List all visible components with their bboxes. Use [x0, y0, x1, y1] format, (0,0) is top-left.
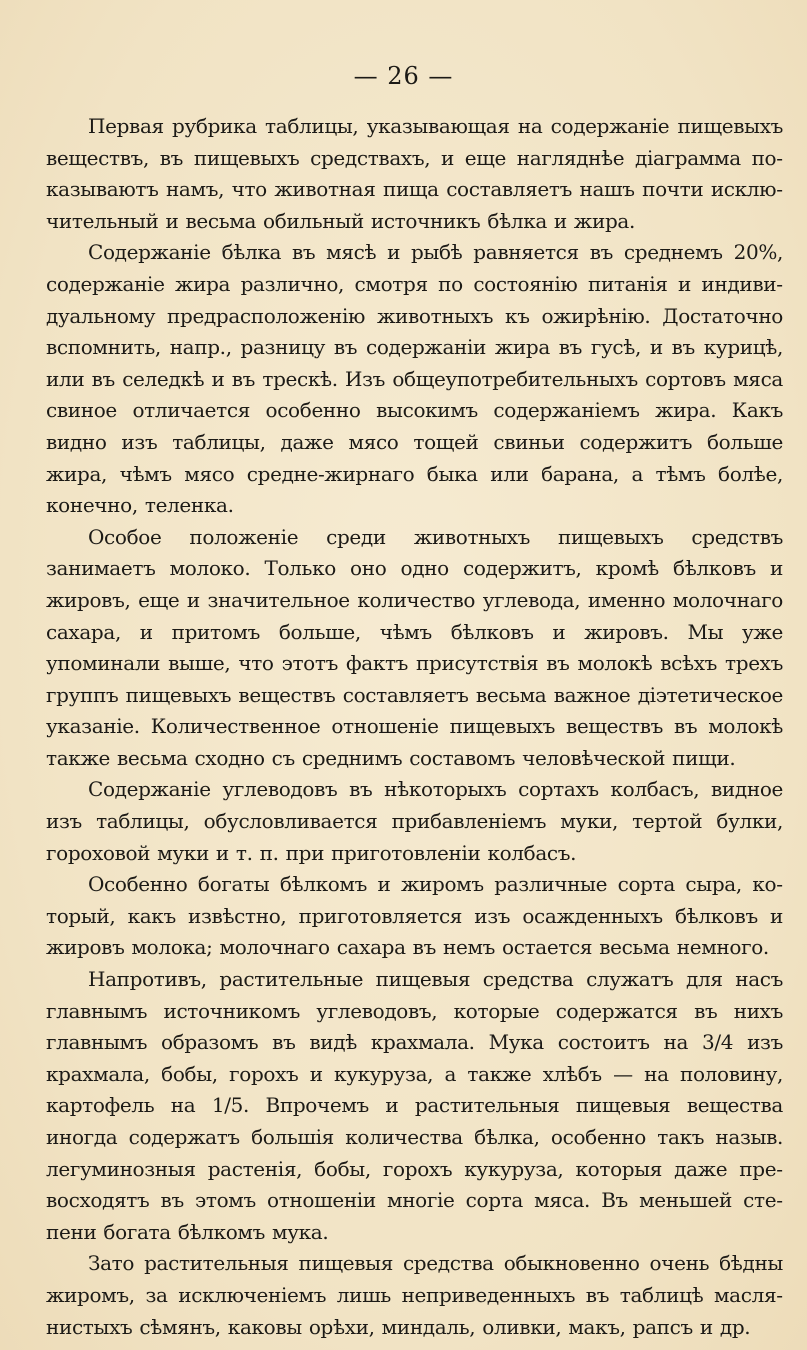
body-text	[46, 111, 783, 1343]
paragraph-6: Напротивъ, растительные пищевыя средства служатъ для насъ главнымъ источникомъ углеводовъ, которые содержатся въ нихъ главнымъ образомъ въ видѣ крахмала. Мука состоитъ на 3/4 изъ крахмала, бобы, горохъ и кукуруза, а также хлѣбъ — на половину, картофель на 1/5. Впрочемъ и растительныя пищевыя вещества иногда содержатъ большiя количества бѣлка, особенно такъ назыв. легуминозныя растенiя, бобы, горохъ кукуруза, которыя даже превосходятъ въ этомъ отношенiи многiе сорта мяса. Въ меньшей степени богата бѣлкомъ мука.	[46, 967, 783, 1244]
paragraph-3: Особое положенiе среди животныхъ пищевыхъ средствъ занимаетъ молоко. Только оно одно содержитъ, кромѣ бѣлковъ и жировъ, еще и значительное количество углевода, именно молочнаго сахара, и притомъ больше, чѣмъ бѣлковъ и жировъ. Мы уже упоминали выше, что этотъ фактъ присутствiя въ молокѣ всѣхъ трехъ группъ пищевыхъ веществъ составляетъ весьма важное дiэтетическое указанiе. Количественное отношенiе пищевыхъ веществъ въ молокѣ также весьма сходно съ среднимъ составомъ человѣческой пищи.	[46, 524, 783, 770]
page-number: — 26 —	[353, 62, 454, 90]
paragraph-2: Содержанiе бѣлка въ мясѣ и рыбѣ равняется въ среднемъ 20%, содержанiе жира различно, смотря по состоянiю питанiя и индивидуальному предрасположенiю животныхъ къ ожирѣнiю. Достаточно вспомнить, напр., разницу въ содержанiи жира въ гусѣ, и въ курицѣ, или въ селедкѣ и въ трескѣ. Изъ общеупотребительныхъ сортовъ мяса свиное отличается особенно высокимъ содержанiемъ жира. Какъ видно изъ таблицы, даже мясо тощей свиньи содержитъ больше жира, чѣмъ мясо средне-жирнаго быка или барана, а тѣмъ болѣе, конечно, теленка.	[46, 240, 783, 518]
paragraph-4: Содержанiе углеводовъ въ нѣкоторыхъ сортахъ колбасъ, видное изъ таблицы, обусловливается прибавленiемъ муки, тертой булки, гороховой муки и т. п. при приготовленiи колбасъ.	[46, 777, 783, 865]
paragraph-1: Первая рубрика таблицы, указывающая на содержанiе пищевыхъ веществъ, въ пищевыхъ средствахъ, и еще нагляднѣе дiаграмма показываютъ намъ, что животная пища составляетъ нашъ почти исключительный и весьма обильный источникъ бѣлка и жира.	[46, 114, 783, 233]
paragraph-7: Зато растительныя пищевыя средства обыкновенно очень бѣдны жиромъ, за исключенiемъ лишь неприведенныхъ въ таблицѣ маслянистыхъ сѣмянъ, каковы орѣхи, миндаль, оливки, макъ, рапсъ и др.	[46, 1251, 783, 1339]
paragraph-5: Особенно богаты бѣлкомъ и жиромъ различные сорта сыра, который, какъ извѣстно, приготовляется изъ осажденныхъ бѣлковъ и жировъ молока; молочнаго сахара въ немъ остается весьма немного.	[46, 872, 783, 960]
